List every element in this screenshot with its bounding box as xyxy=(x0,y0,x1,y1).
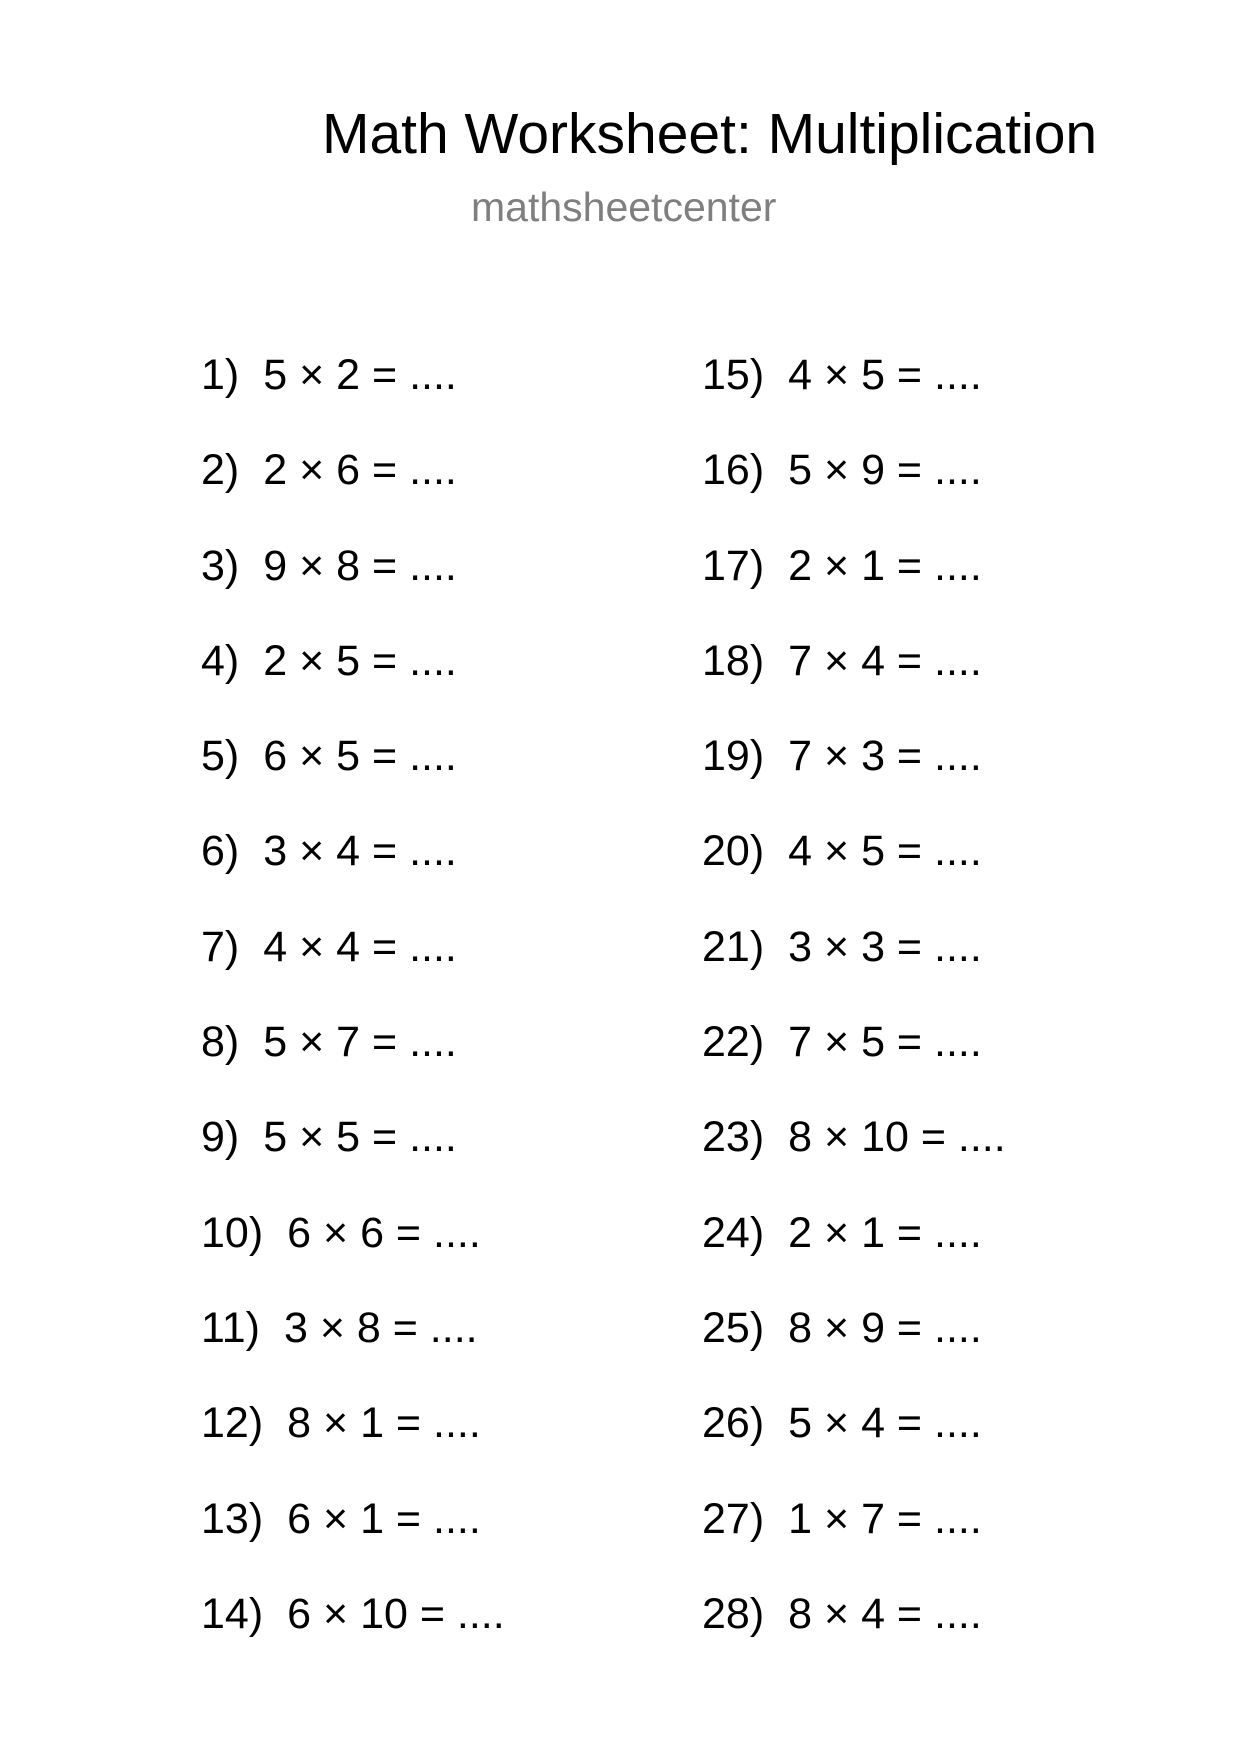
problem-expression: 4 × 5 = .... xyxy=(788,827,982,876)
problem-number: 14) xyxy=(201,1589,264,1638)
problem-item xyxy=(702,1589,1006,1684)
problem-number: 9) xyxy=(201,1113,240,1162)
problem-number: 24) xyxy=(702,1208,765,1257)
problem-item xyxy=(702,636,1006,731)
problem-expression: 6 × 1 = .... xyxy=(287,1494,481,1543)
problem-expression: 3 × 4 = .... xyxy=(263,827,457,876)
problem-item xyxy=(201,1208,505,1303)
problem-number: 1) xyxy=(201,351,240,399)
problem-number: 27) xyxy=(702,1494,765,1543)
problem-number: 12) xyxy=(201,1399,264,1448)
problem-expression: 5 × 2 = .... xyxy=(263,351,457,399)
problem-item xyxy=(201,445,505,540)
problem-item xyxy=(702,1303,1006,1398)
problem-number: 22) xyxy=(702,1018,765,1067)
problem-item xyxy=(702,541,1006,636)
problem-expression: 3 × 3 = .... xyxy=(788,922,982,971)
problem-number: 10) xyxy=(201,1208,264,1257)
problem-number: 8) xyxy=(201,1018,240,1067)
problem-number: 25) xyxy=(702,1303,765,1352)
problem-expression: 5 × 7 = .... xyxy=(263,1018,457,1067)
problem-expression: 8 × 4 = .... xyxy=(788,1589,982,1638)
problem-item xyxy=(702,1398,1006,1493)
problem-expression: 2 × 5 = .... xyxy=(263,636,457,685)
problem-expression: 4 × 4 = .... xyxy=(263,922,457,971)
problem-expression: 8 × 1 = .... xyxy=(287,1399,481,1448)
problem-number: 11) xyxy=(201,1303,260,1352)
problem-item xyxy=(702,731,1006,826)
problem-item xyxy=(201,636,505,731)
problem-expression: 9 × 8 = .... xyxy=(263,541,457,590)
problem-item xyxy=(702,445,1006,540)
problem-number: 19) xyxy=(702,732,765,781)
problem-expression: 8 × 9 = .... xyxy=(788,1303,982,1352)
problem-expression: 7 × 4 = .... xyxy=(788,636,982,685)
problem-expression: 5 × 9 = .... xyxy=(788,446,982,495)
problem-expression: 8 × 10 = .... xyxy=(788,1113,1006,1162)
problem-item xyxy=(201,1494,505,1589)
problem-expression: 6 × 10 = .... xyxy=(287,1589,505,1638)
problem-item xyxy=(702,922,1006,1017)
problem-item xyxy=(201,350,505,445)
problem-item xyxy=(702,826,1006,921)
problem-expression: 4 × 5 = .... xyxy=(788,351,982,399)
problem-number: 7) xyxy=(201,922,240,971)
problem-item xyxy=(201,922,505,1017)
problem-expression: 6 × 6 = .... xyxy=(287,1208,481,1257)
problem-expression: 2 × 6 = .... xyxy=(263,446,457,495)
worksheet-title: Math Worksheet: Multiplication xyxy=(322,102,1098,166)
problem-number: 5) xyxy=(201,732,240,781)
problem-number: 3) xyxy=(201,541,240,590)
problem-expression: 5 × 5 = .... xyxy=(263,1113,457,1162)
problem-expression: 5 × 4 = .... xyxy=(788,1399,982,1448)
problem-expression: 2 × 1 = .... xyxy=(788,1208,982,1257)
problem-number: 4) xyxy=(201,636,240,685)
problem-number: 15) xyxy=(702,351,765,399)
problem-expression: 6 × 5 = .... xyxy=(263,732,457,781)
problem-number: 2) xyxy=(201,446,240,495)
problem-item xyxy=(201,731,505,826)
problem-number: 17) xyxy=(702,541,765,590)
problem-item xyxy=(702,1494,1006,1589)
problem-item xyxy=(201,1303,505,1398)
problem-number: 26) xyxy=(702,1399,765,1448)
problem-number: 16) xyxy=(702,446,765,495)
problem-column-left xyxy=(201,350,505,1684)
problem-number: 6) xyxy=(201,827,240,876)
problem-expression: 7 × 3 = .... xyxy=(788,732,982,781)
problem-item xyxy=(702,350,1006,445)
problem-item xyxy=(201,1017,505,1112)
problem-item xyxy=(702,1017,1006,1112)
problem-number: 20) xyxy=(702,827,765,876)
problem-expression: 7 × 5 = .... xyxy=(788,1018,982,1067)
problem-number: 18) xyxy=(702,636,765,685)
problem-item xyxy=(201,1398,505,1493)
problem-column-right xyxy=(702,350,1006,1684)
problem-item xyxy=(201,826,505,921)
problem-number: 21) xyxy=(702,922,765,971)
problem-item xyxy=(201,1112,505,1207)
problem-item xyxy=(702,1208,1006,1303)
problem-number: 13) xyxy=(201,1494,264,1543)
problem-expression: 2 × 1 = .... xyxy=(788,541,982,590)
problem-item xyxy=(702,1112,1006,1207)
problem-number: 28) xyxy=(702,1589,765,1638)
problem-expression: 3 × 8 = .... xyxy=(283,1303,478,1352)
problem-item xyxy=(201,541,505,636)
worksheet-subtitle: mathsheetcenter xyxy=(471,184,777,230)
problem-number: 23) xyxy=(702,1113,765,1162)
problem-expression: 1 × 7 = .... xyxy=(788,1494,982,1543)
problem-item xyxy=(201,1589,505,1684)
